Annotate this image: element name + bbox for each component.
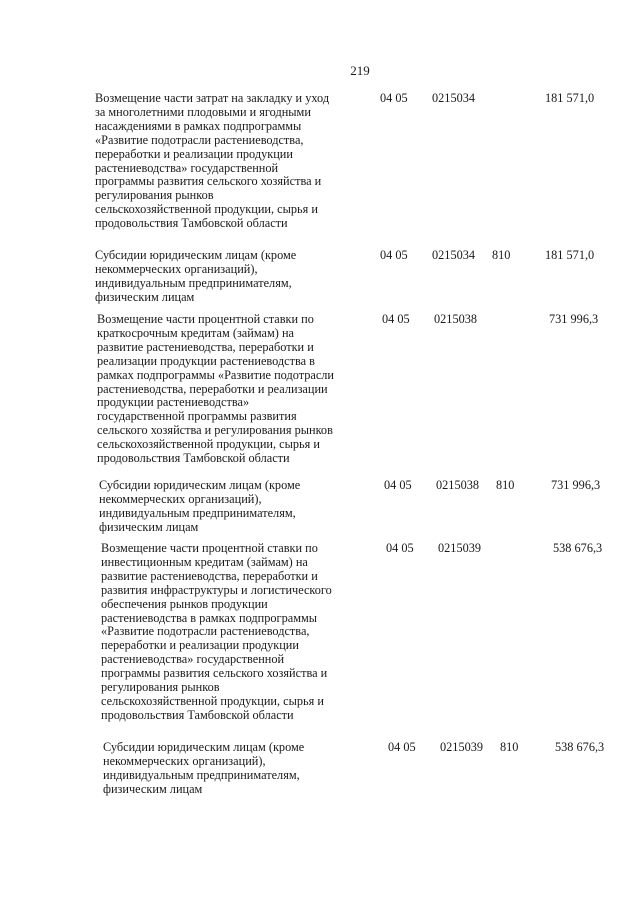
- row-target-code: 0215038: [434, 312, 478, 326]
- row-amount: 538 676,3: [553, 541, 603, 555]
- row-amount: 181 571,0: [545, 248, 595, 262]
- row-amount: 731 996,3: [551, 478, 601, 492]
- row-description: Субсидии юридическим лицам (кроме некоммерческих организаций), индивидуальным предпринимателям, физическим лицам: [103, 740, 305, 796]
- row-description: Субсидии юридическим лицам (кроме некоммерческих организаций), индивидуальным предпринимателям, физическим лицам: [95, 248, 297, 304]
- row-description: Возмещение части затрат на закладку и уход за многолетними плодовыми и ягодными насаждениями в рамках подпрограммы «Развитие подотрасли растениеводства, переработки и реализации продукции растениеводства» государственной программы развития сельского хозяйства и регулирования рынков сельскохозяйственной продукции, сырья и продовольствия Тамбовской области: [95, 91, 330, 231]
- row-target-code: 0215038: [436, 478, 480, 492]
- row-target-code: 0215034: [432, 91, 476, 105]
- row-section-code: 04 05: [388, 740, 416, 754]
- row-section-code: 04 05: [380, 248, 408, 262]
- row-section-code: 04 05: [382, 312, 410, 326]
- row-expense-type: 810: [500, 740, 519, 754]
- page-number: 219: [350, 63, 370, 78]
- row-description: Возмещение части процентной ставки по краткосрочным кредитам (займам) на развитие растениеводства, переработки и реализации продукции растениеводства в рамках подпрограммы «Развитие подотрасли растениеводства, переработки и реализации продукции растениеводства» государственной программы развития сельского хозяйства и регулирования рынков сельскохозяйственной продукции, сырья и продовольствия Тамбовской области: [97, 312, 335, 466]
- row-target-code: 0215039: [440, 740, 484, 754]
- row-section-code: 04 05: [384, 478, 412, 492]
- row-target-code: 0215034: [432, 248, 476, 262]
- row-expense-type: 810: [492, 248, 511, 262]
- row-amount: 731 996,3: [549, 312, 599, 326]
- row-section-code: 04 05: [386, 541, 414, 555]
- row-target-code: 0215039: [438, 541, 482, 555]
- row-description: Возмещение части процентной ставки по инвестиционным кредитам (займам) на развитие растениеводства, переработки и развития инфраструктуры и логистического обеспечения рынков продукции растениеводства в рамках подпрограммы «Развитие подотрасли растениеводства, переработки и реализации продукции растениеводства» государственной программы развития сельского хозяйства и регулирования рынков сельскохозяйственной продукции, сырья и продовольствия Тамбовской области: [101, 541, 332, 722]
- row-amount: 181 571,0: [545, 91, 595, 105]
- row-description: Субсидии юридическим лицам (кроме некоммерческих организаций), индивидуальным предпринимателям, физическим лицам: [99, 478, 301, 534]
- row-section-code: 04 05: [380, 91, 408, 105]
- row-amount: 538 676,3: [555, 740, 605, 754]
- row-expense-type: 810: [496, 478, 515, 492]
